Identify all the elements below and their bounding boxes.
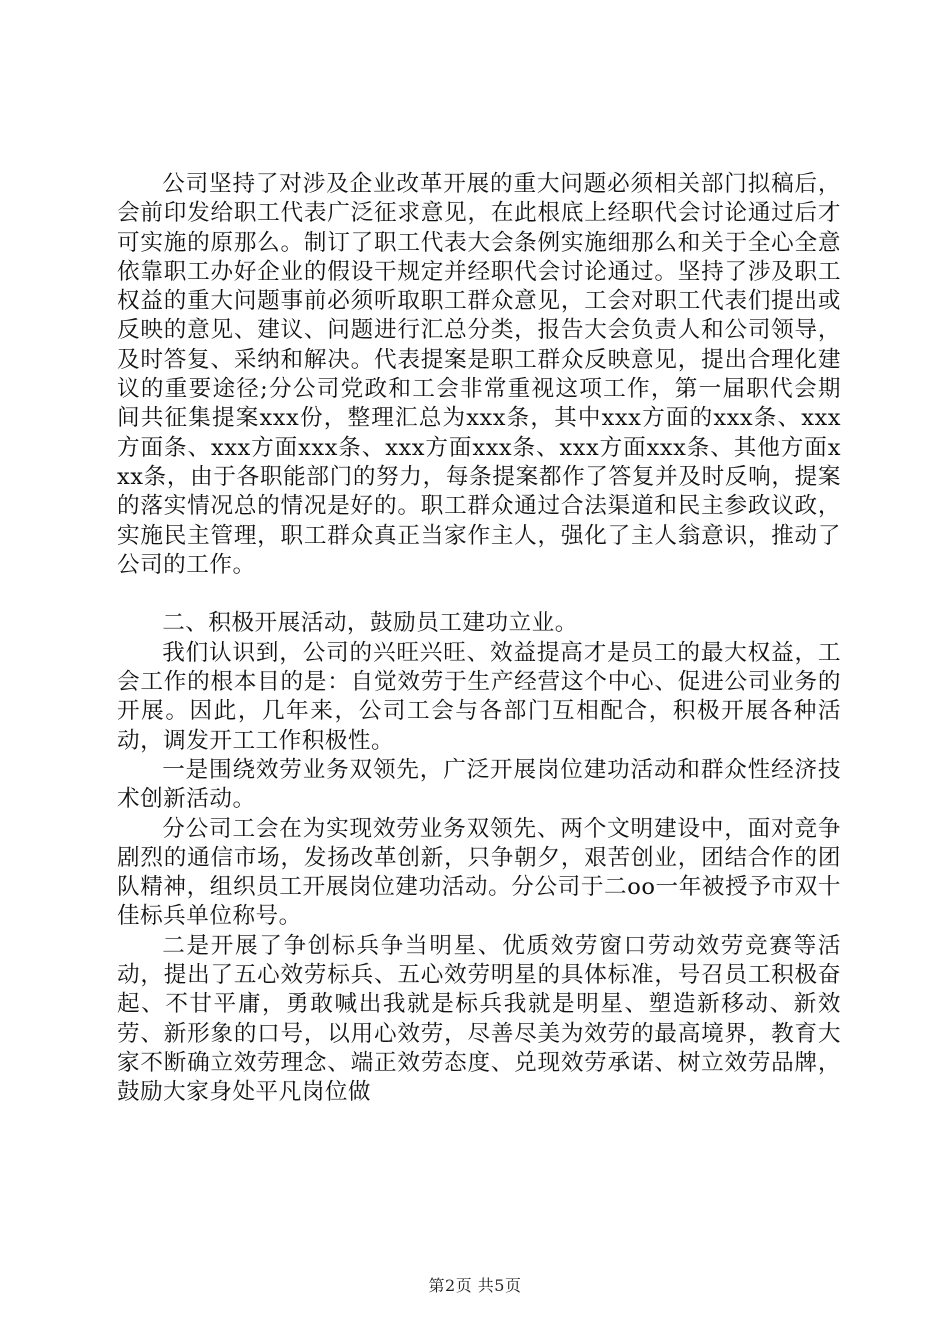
- paragraph-point-two: 二是开展了争创标兵争当明星、优质效劳窗口劳动效劳竞赛等活动，提出了五心效劳标兵、五心效劳明星的具体标准，号召员工积极奋起、不甘平庸，勇敢喊出我就是标兵我就是明星、塑造新移动、新效劳、新形象的口号，以用心效劳，尽善尽美为效劳的最高境界，教育大家不断确立效劳理念、端正效劳态度、兑现效劳承诺、树立效劳品牌，鼓励大家身处平凡岗位做: [117, 932, 841, 1106]
- paragraph-point-one: 一是围绕效劳业务双领先，广泛开展岗位建功活动和群众性经济技术创新活动。: [117, 756, 841, 813]
- section-heading-activities: 二、积极开展活动，鼓励员工建功立业。: [162, 610, 578, 637]
- paragraph-worker-congress-proposals: 公司坚持了对涉及企业改革开展的重大问题必须相关部门拟稿后，会前印发给职工代表广泛征求意见，在此根底上经职代会讨论通过后才可实施的原那么。制订了职工代表大会条例实施细那么和关于全心全意依靠职工办好企业的假设干规定并经职代会讨论通过。坚持了涉及职工权益的重大问题事前必须听取职工群众意见，工会对职工代表们提出或反映的意见、建议、问题进行汇总分类，报告大会负责人和公司领导，及时答复、采纳和解决。代表提案是职工群众反映意见，提出合理化建议的重要途径;分公司党政和工会非常重视这项工作，第一届职代会期间共征集提案xxx份，整理汇总为xxx条，其中xxx方面的xxx条、xxx方面条、xxx方面xxx条、xxx方面xxx条、xxx方面xxx条、其他方面xxx条，由于各职能部门的努力，每条提案都作了答复并及时反响，提案的落实情况总的情况是好的。职工群众通过合法渠道和民主参政议政，实施民主管理，职工群众真正当家作主人，强化了主人翁意识，推动了公司的工作。: [117, 171, 841, 578]
- paragraph-branch-union: 分公司工会在为实现效劳业务双领先、两个文明建设中，面对竞争剧烈的通信市场，发扬改革创新，只争朝夕，艰苦创业，团结合作的团队精神，组织员工开展岗位建功活动。分公司于二oo一年被授予市双十佳标兵单位称号。: [117, 815, 841, 930]
- document-body: [117, 170, 841, 1108]
- paragraph-company-interests: 我们认识到，公司的兴旺兴旺、效益提高才是员工的最大权益，工会工作的根本目的是：自觉效劳于生产经营这个中心、促进公司业务的开展。因此，几年来，公司工会与各部门互相配合，积极开展各种活动，调发开工工作积极性。: [117, 639, 841, 754]
- page-number-footer: 第2页 共5页: [428, 1276, 522, 1295]
